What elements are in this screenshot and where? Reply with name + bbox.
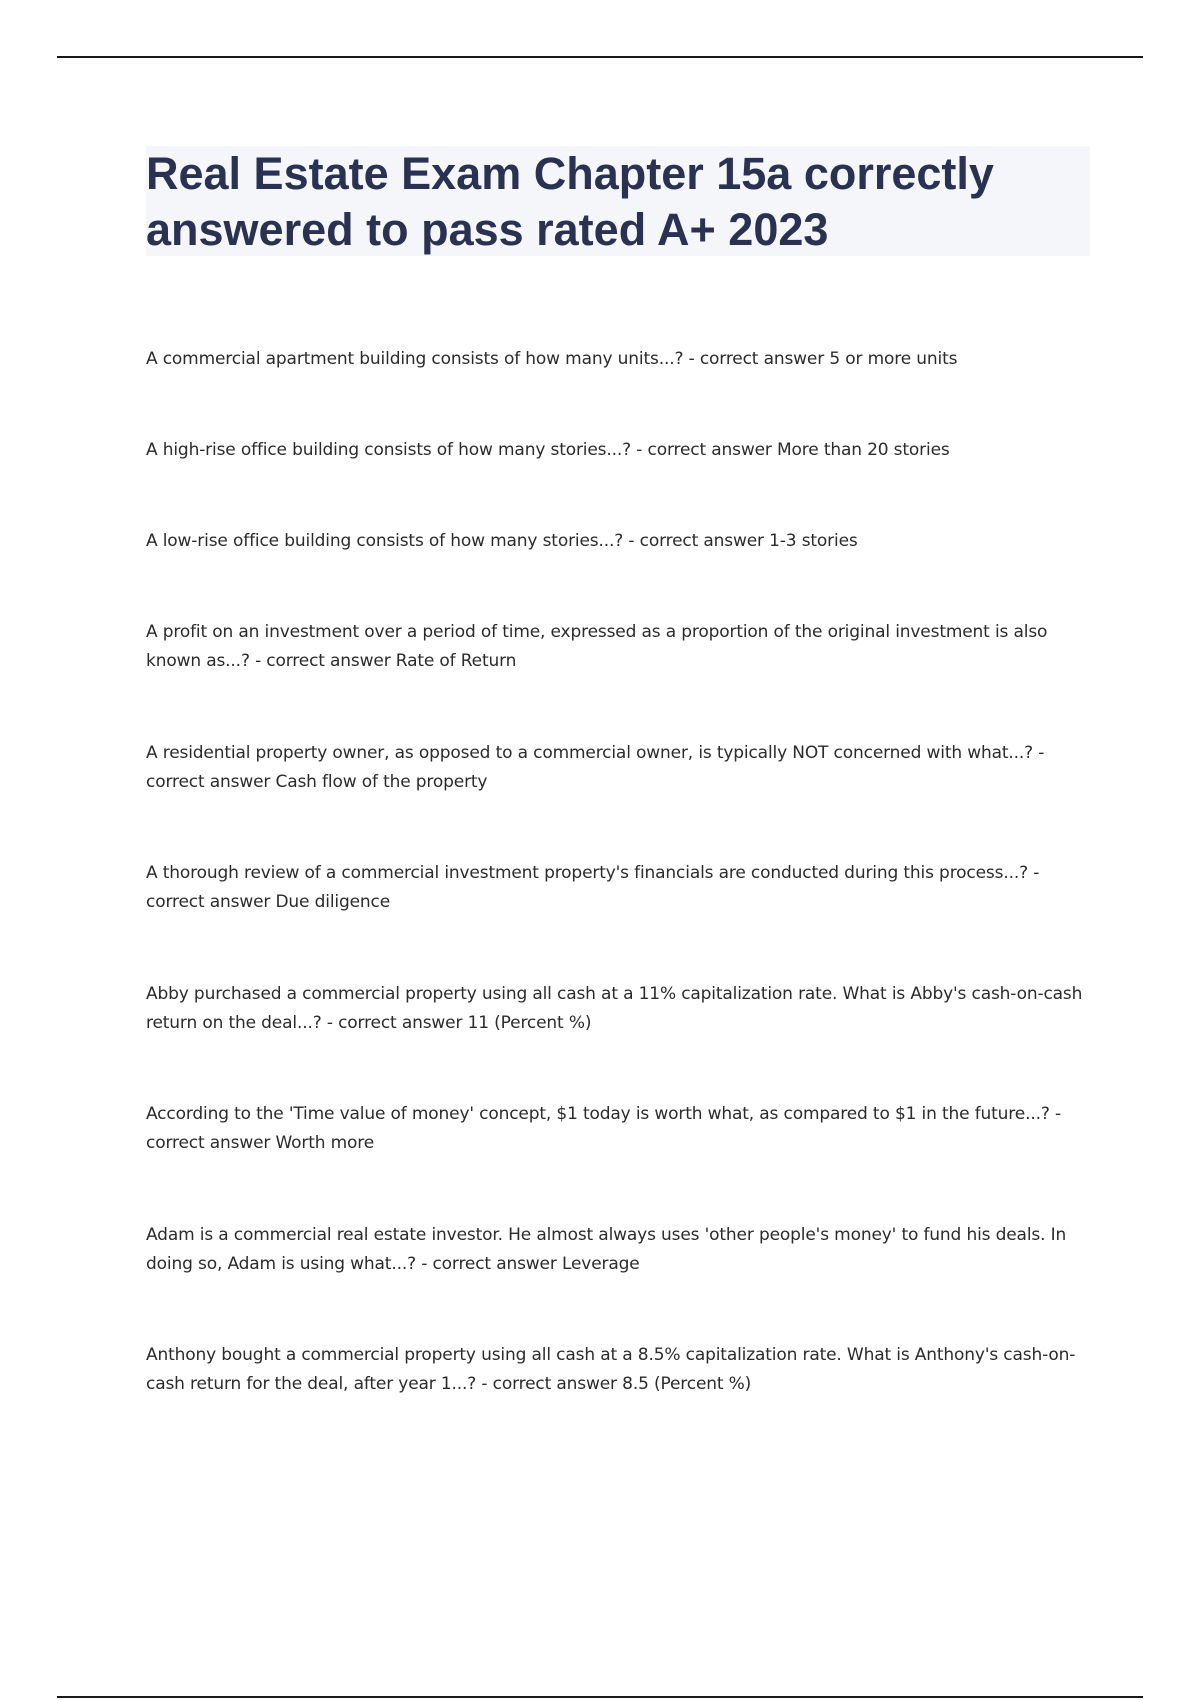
answer-text: 5 or more units [829, 349, 958, 369]
qa-item [146, 436, 1086, 465]
answer-text: Due diligence [275, 892, 391, 912]
title-block [146, 146, 1090, 256]
question-text: A low-rise office building consists of how many stories...? [146, 531, 624, 551]
question-text: Anthony bought a commercial property using all cash at a 8.5% capitalization rate. What is Anthony's cash-on-cash return for the deal, after year 1...? [146, 1345, 1076, 1394]
answer-text: Rate of Return [395, 651, 517, 671]
answer-text: 11 (Percent %) [467, 1013, 592, 1033]
question-text: A residential property owner, as opposed to a commercial owner, is typically NOT concerned with what...? [146, 743, 1034, 763]
qa-item [146, 739, 1086, 797]
answer-text: Cash flow of the property [275, 772, 488, 792]
question-text: Adam is a commercial real estate investor. He almost always uses 'other people's money' to fund his deals. In doing so, Adam is using what...? [146, 1225, 1067, 1274]
answer-separator: - correct answer [146, 863, 1040, 912]
answer-separator: - correct answer [249, 651, 396, 671]
answer-text: More than 20 stories [777, 440, 950, 460]
question-text: Abby purchased a commercial property using all cash at a 11% capitalization rate. What is Abby's cash-on-cash return on the deal...? [146, 984, 1083, 1033]
answer-separator: - correct answer [623, 531, 770, 551]
document-title: Real Estate Exam Chapter 15a correctly answered to pass rated A+ 2023 [146, 148, 994, 255]
answer-text: Worth more [275, 1133, 375, 1153]
answer-text: 8.5 (Percent %) [622, 1374, 752, 1394]
bottom-divider [57, 1696, 1143, 1698]
qa-item [146, 1341, 1086, 1399]
question-text: A thorough review of a commercial investment property's financials are conducted during this process...? [146, 863, 1028, 883]
qa-item [146, 618, 1086, 676]
qa-item [146, 859, 1086, 917]
qa-item [146, 980, 1086, 1038]
answer-text: Leverage [561, 1254, 640, 1274]
qa-item [146, 527, 1086, 556]
answer-separator: - correct answer [146, 743, 1045, 792]
answer-separator: - correct answer [631, 440, 778, 460]
answer-separator: - correct answer [683, 349, 830, 369]
question-text: A commercial apartment building consists of how many units...? [146, 349, 684, 369]
answer-text: 1-3 stories [769, 531, 858, 551]
qa-item [146, 345, 1086, 374]
question-text: According to the 'Time value of money' concept, $1 today is worth what, as compared to $1 in the future...? [146, 1104, 1050, 1124]
question-text: A high-rise office building consists of how many stories...? [146, 440, 632, 460]
answer-separator: - correct answer [321, 1013, 468, 1033]
answer-separator: - correct answer [415, 1254, 562, 1274]
answer-separator: - correct answer [476, 1374, 623, 1394]
question-text: A profit on an investment over a period of time, expressed as a proportion of the original investment is also known as...? [146, 622, 1048, 671]
answer-separator: - correct answer [146, 1104, 1061, 1153]
qa-item [146, 1100, 1086, 1158]
qa-item [146, 1221, 1086, 1279]
top-divider [57, 56, 1143, 58]
